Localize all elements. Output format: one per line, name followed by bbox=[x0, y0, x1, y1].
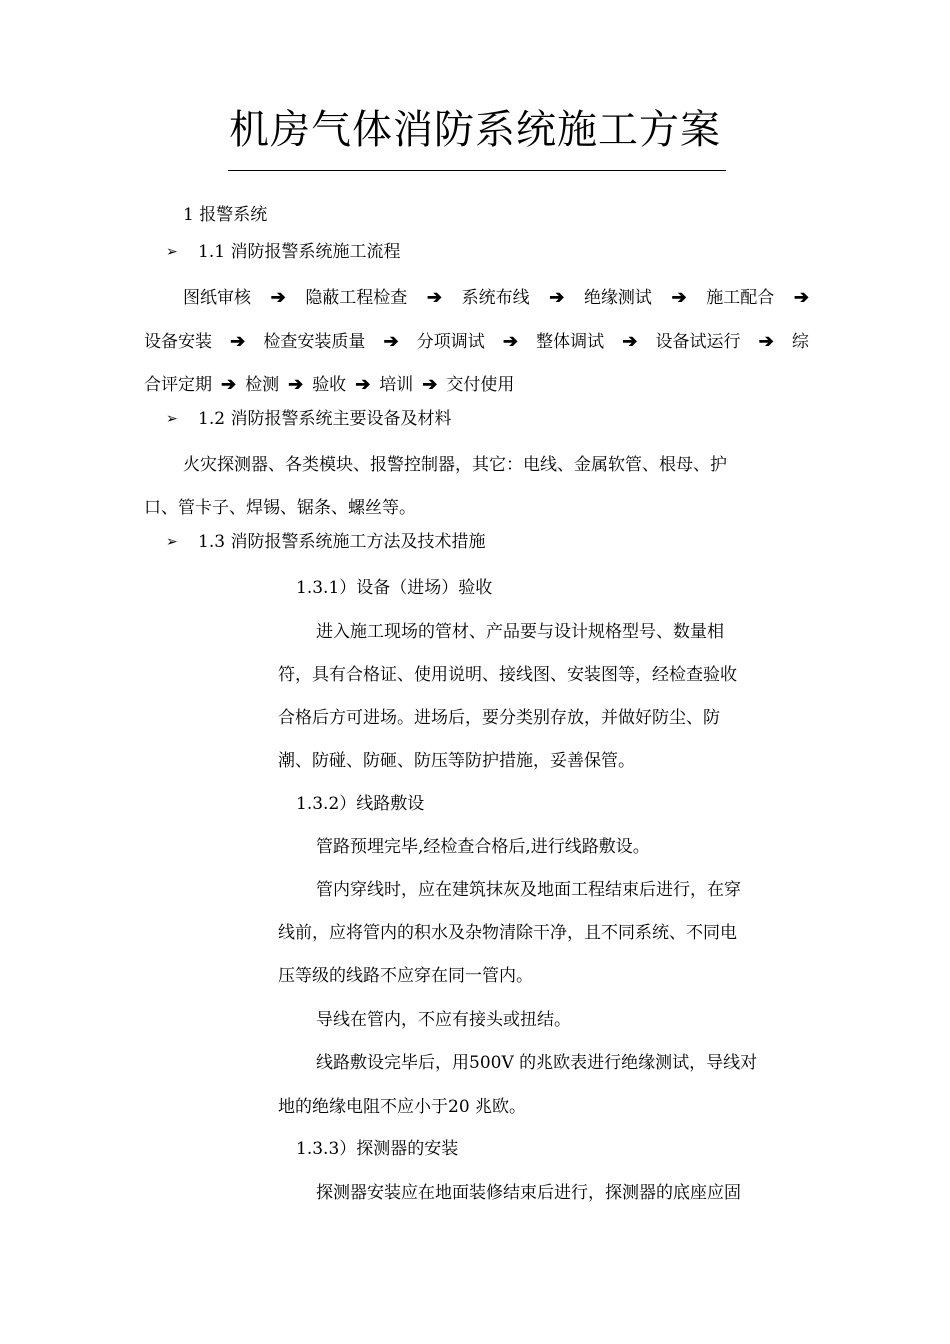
arrow-right-icon: ➔ bbox=[622, 331, 638, 352]
flow-step: 检测 bbox=[245, 375, 280, 395]
flow-step: 设备试运行 bbox=[655, 332, 741, 352]
paragraph-line: 进入施工现场的管材、产品要与设计规格型号、数量相 bbox=[316, 622, 724, 642]
flow-step: 绝缘测试 bbox=[583, 288, 652, 308]
section-heading-1-2: 1.2 消防报警系统主要设备及材料 bbox=[198, 409, 452, 429]
arrow-right-icon: ➔ bbox=[758, 331, 774, 352]
arrow-right-icon: ➔ bbox=[671, 287, 687, 308]
subsection-heading-1-3-1: 1.3.1）设备（进场）验收 bbox=[296, 578, 493, 598]
paragraph-line: 导线在管内，不应有接头或扭结。 bbox=[316, 1010, 571, 1030]
flow-step: 合评定期 bbox=[144, 375, 212, 395]
arrow-right-icon: ➔ bbox=[383, 331, 399, 352]
flow-step: 图纸审核 bbox=[183, 288, 251, 308]
flow-step: 验收 bbox=[312, 375, 347, 395]
bullet-icon: ➢ bbox=[166, 534, 178, 550]
paragraph-line: 管内穿线时，应在建筑抹灰及地面工程结束后进行，在穿 bbox=[316, 880, 741, 900]
paragraph-line: 线路敷设完毕后，用500V 的兆欧表进行绝缘测试，导线对 bbox=[316, 1053, 758, 1073]
section-heading-1-1: 1.1 消防报警系统施工流程 bbox=[198, 242, 401, 262]
bullet-icon: ➢ bbox=[166, 411, 178, 427]
section-heading-1: 1 报警系统 bbox=[183, 205, 268, 225]
document-title: 机房气体消防系统施工方案 bbox=[229, 107, 721, 153]
paragraph-line: 潮、防碰、防砸、防压等防护措施，妥善保管。 bbox=[278, 751, 635, 771]
paragraph-line: 地的绝缘电阻不应小于20 兆欧。 bbox=[278, 1097, 527, 1117]
arrow-right-icon: ➔ bbox=[426, 287, 443, 308]
arrow-right-icon: ➔ bbox=[422, 374, 438, 395]
flow-step: 隐蔽工程检查 bbox=[305, 288, 408, 308]
flow-line-3 bbox=[144, 374, 514, 396]
subsection-heading-1-3-3: 1.3.3）探测器的安装 bbox=[296, 1139, 459, 1159]
flow-line-1 bbox=[183, 287, 809, 309]
title-underline bbox=[228, 170, 726, 171]
paragraph-line: 口、管卡子、焊锡、锯条、螺丝等。 bbox=[144, 498, 416, 518]
section-heading-1-3: 1.3 消防报警系统施工方法及技术措施 bbox=[198, 532, 486, 552]
flow-step: 分项调试 bbox=[416, 332, 485, 352]
flow-step: 综 bbox=[791, 332, 809, 352]
paragraph-line: 压等级的线路不应穿在同一管内。 bbox=[278, 966, 533, 986]
flow-line-2 bbox=[144, 331, 809, 353]
flow-step: 设备安装 bbox=[144, 332, 212, 352]
flow-step: 施工配合 bbox=[706, 288, 775, 308]
subsection-heading-1-3-2: 1.3.2）线路敷设 bbox=[296, 794, 425, 814]
flow-step: 系统布线 bbox=[461, 288, 530, 308]
arrow-right-icon: ➔ bbox=[288, 374, 304, 395]
arrow-right-icon: ➔ bbox=[502, 331, 518, 352]
bullet-icon: ➢ bbox=[166, 244, 178, 260]
flow-step: 交付使用 bbox=[446, 375, 515, 395]
flow-step: 培训 bbox=[379, 375, 414, 395]
flow-step: 整体调试 bbox=[536, 332, 605, 352]
arrow-right-icon: ➔ bbox=[230, 331, 246, 352]
paragraph-line: 管路预埋完毕,经检查合格后,进行线路敷设。 bbox=[316, 837, 650, 857]
arrow-right-icon: ➔ bbox=[221, 374, 237, 395]
arrow-right-icon: ➔ bbox=[549, 287, 565, 308]
paragraph-line: 线前，应将管内的积水及杂物清除干净，且不同系统、不同电 bbox=[278, 923, 737, 943]
arrow-right-icon: ➔ bbox=[355, 374, 371, 395]
arrow-right-icon: ➔ bbox=[793, 287, 809, 308]
paragraph-line: 符，具有合格证、使用说明、接线图、安装图等，经检查验收 bbox=[278, 665, 737, 685]
paragraph-line: 火灾探测器、各类模块、报警控制器，其它：电线、金属软管、根母、护 bbox=[183, 455, 727, 475]
flow-step: 检查安装质量 bbox=[263, 332, 366, 352]
paragraph-line: 合格后方可进场。进场后，要分类别存放，并做好防尘、防 bbox=[278, 708, 720, 728]
paragraph-line: 探测器安装应在地面装修结束后进行，探测器的底座应固 bbox=[316, 1183, 741, 1203]
arrow-right-icon: ➔ bbox=[270, 287, 286, 308]
